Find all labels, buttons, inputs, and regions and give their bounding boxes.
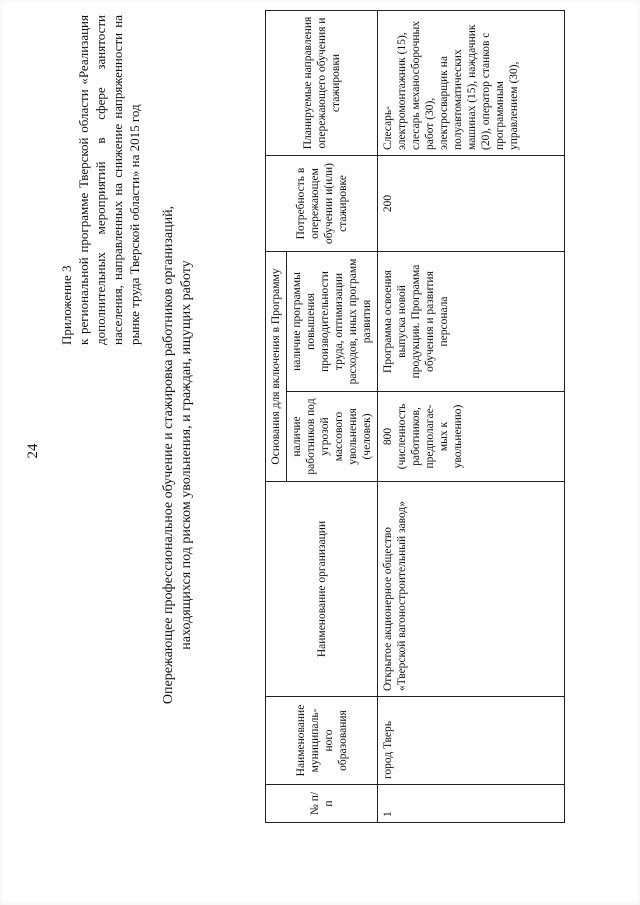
page-number: 24	[25, 443, 41, 459]
table-header-row	[266, 11, 287, 823]
cell-need: 200	[378, 156, 565, 252]
appendix-heading: Приложение 3	[59, 265, 74, 345]
header-num: № п/п	[266, 785, 378, 823]
header-need: Потребность в опережающем обучении и(или) стажировке	[266, 156, 378, 252]
header-directions: Планируемые направления опережающего обучения и стажировки	[266, 11, 378, 156]
appendix-text: к региональной программе Тверской области «Реализация дополнительных мероприятий в сфере занятости населения, направленных на снижение напряженности на рынке труда Тверской области» на 2015 год	[76, 15, 142, 345]
cell-workers: 800 (численность работников, предполагае-мых к увольнению)	[378, 392, 565, 482]
cell-organization: Открытое акционерное общество «Тверской вагоностроительный завод»	[378, 482, 565, 697]
header-grounds-programs: наличие программы повышения производительности труда, оптимизации расходов, иных программ развития	[287, 252, 378, 392]
cell-directions: Слесарь-электромонтажник (15), слесарь механосборочных работ (30), электросварщик на полуавтоматических машинах (15), наждачник (20), оператор станков с программным управлением (30),	[378, 11, 565, 156]
header-municipality: Наименование муниципаль-ного образования	[266, 697, 378, 785]
header-grounds-workers: наличие работников под угрозой массового увольнения (человек)	[287, 392, 378, 482]
cell-num: 1	[378, 785, 565, 823]
header-grounds: Основания для включения в Программу	[266, 252, 287, 482]
title-line-1: Опережающее профессиональное обучение и стажировка работников организаций,	[161, 205, 176, 705]
appendix-block	[58, 15, 143, 345]
cell-programs: Программа освоения выпуска новой продукции. Программа обучения и развития персонала	[378, 252, 565, 392]
cell-municipality: город Тверь	[378, 697, 565, 785]
table-row	[378, 11, 565, 823]
header-organization: Наименование организации	[266, 482, 378, 697]
title-line-2: находящихся под риском увольнения, и граждан, ищущих работу	[179, 260, 194, 650]
document-title	[160, 175, 196, 735]
training-table	[265, 10, 565, 823]
